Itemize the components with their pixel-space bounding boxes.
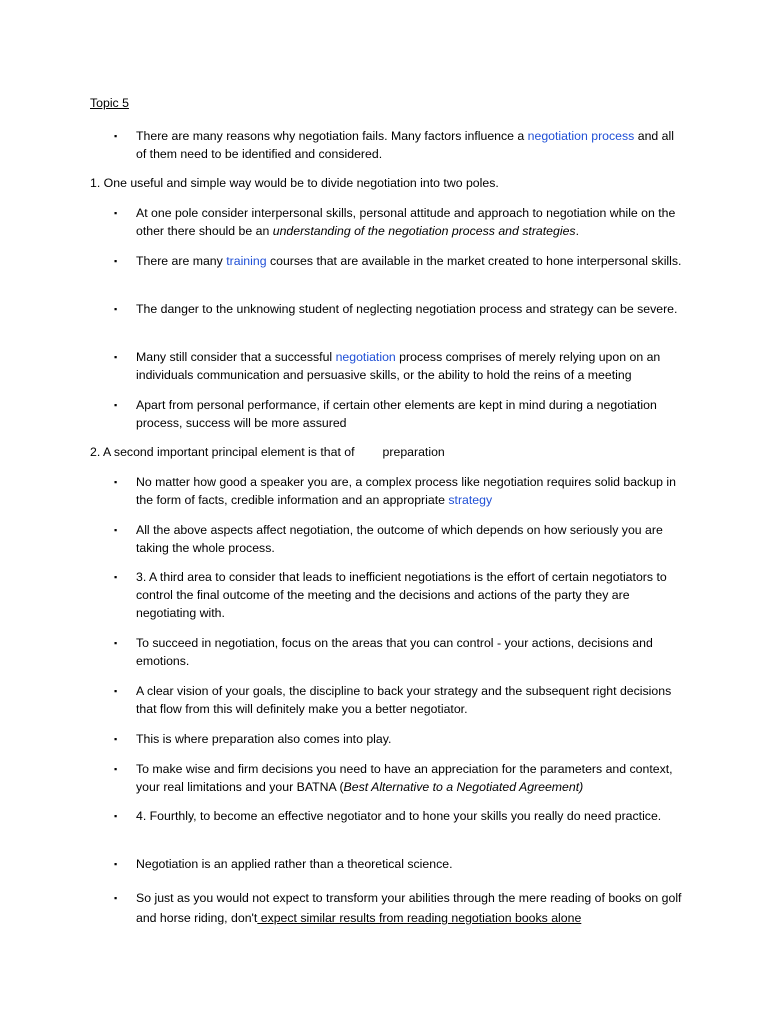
list-item-text: So just as you would not expect to transform your abilities through the mere reading of books on golf and horse riding, don't expect similar results from reading negotiation books alone	[136, 891, 682, 925]
list-item-text: All the above aspects affect negotiation, the outcome of which depends on how seriously you are taking the whole process.	[136, 523, 663, 555]
bullet-marker: ▪	[114, 304, 118, 314]
bullet-marker: ▪	[114, 131, 118, 141]
bullet-marker: ▪	[114, 208, 118, 218]
list-item-text: To succeed in negotiation, focus on the areas that you can control - your actions, decisions and emotions.	[136, 636, 653, 668]
strategy-link[interactable]: strategy	[448, 493, 493, 507]
bullet-marker: ▪	[114, 572, 118, 582]
bullet-marker: ▪	[114, 734, 118, 744]
bullet-marker: ▪	[114, 686, 118, 696]
list-item-text: A clear vision of your goals, the discipline to back your strategy and the subsequent right decisions that flow from this will definitely make you a better negotiator.	[136, 684, 672, 716]
list-item-text: At one pole consider interpersonal skills, personal attitude and approach to negotiation while on the other there should be an understanding of the negotiation process and strategies.	[136, 206, 676, 238]
bullet-marker: ▪	[114, 811, 118, 821]
list-item-text: No matter how good a speaker you are, a complex process like negotiation requires solid backup in the form of facts, credible information and an appropriate strategy	[136, 475, 676, 507]
list-item-text: Negotiation is an applied rather than a theoretical science.	[136, 857, 453, 871]
list-item-text: Many still consider that a successful negotiation process comprises of merely relying upon on an individuals communication and persuasive skills, or the ability to hold the reins of a meeting	[136, 350, 661, 382]
list-item-text: 3. A third area to consider that leads to inefficient negotiations is the effort of certain negotiators to control the final outcome of the meeting and the decisions and actions of the party they are negotiating with.	[136, 570, 667, 620]
bullet-marker: ▪	[114, 352, 118, 362]
bullet-marker: ▪	[114, 638, 118, 648]
list-item-text: 4. Fourthly, to become an effective negotiator and to hone your skills you really do need practice.	[136, 809, 662, 823]
list-item-text: To make wise and firm decisions you need to have an appreciation for the parameters and context, your real limitations and your BATNA (Best Alternative to a Negotiated Agreement)	[136, 762, 673, 794]
bullet-marker: ▪	[114, 859, 118, 869]
negotiation-process-link[interactable]: negotiation process	[527, 129, 635, 143]
negotiation-link[interactable]: negotiation	[335, 350, 396, 364]
list-item-text: This is where preparation also comes into play.	[136, 732, 392, 746]
training-link[interactable]: training	[226, 254, 267, 268]
section-paragraph: 2. A second important principal element is that of preparation	[90, 445, 445, 459]
page-title: Topic 5	[90, 96, 129, 110]
list-item-text: The danger to the unknowing student of neglecting negotiation process and strategy can be severe.	[136, 302, 678, 316]
section-paragraph: 1. One useful and simple way would be to divide negotiation into two poles.	[90, 176, 499, 190]
bullet-marker: ▪	[114, 893, 118, 903]
list-item-text: Apart from personal performance, if certain other elements are kept in mind during a negotiation process, success will be more assured	[136, 398, 657, 430]
list-item-text: There are many reasons why negotiation fails. Many factors influence a negotiation process and all of them need to be identified and considered.	[136, 129, 674, 161]
bullet-marker: ▪	[114, 477, 118, 487]
bullet-marker: ▪	[114, 400, 118, 410]
bullet-marker: ▪	[114, 256, 118, 266]
bullet-marker: ▪	[114, 764, 118, 774]
bullet-marker: ▪	[114, 525, 118, 535]
list-item-text: There are many training courses that are available in the market created to hone interpersonal skills.	[136, 254, 682, 268]
